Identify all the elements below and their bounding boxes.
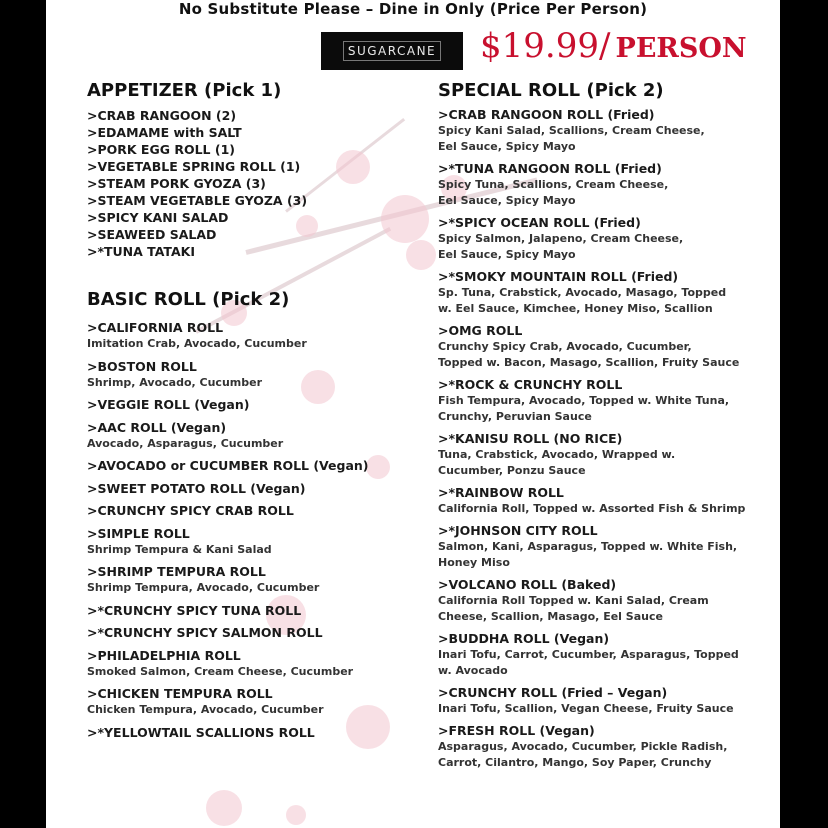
special-roll-item (438, 268, 745, 317)
item-description: Crunchy, Peruvian Sauce (438, 410, 592, 423)
item-name: >SIMPLE ROLL (87, 525, 190, 541)
basic-roll-section (87, 289, 369, 746)
item-name: >CHICKEN TEMPURA ROLL (87, 686, 273, 701)
item-description: California Roll, Topped w. Assorted Fish & Shrimp (438, 502, 746, 515)
special-roll-item (438, 160, 745, 209)
special-roll-item (438, 430, 745, 479)
item-description: Shrimp Tempura, Avocado, Cucumber (87, 581, 320, 594)
item-description: Inari Tofu, Carrot, Cucumber, Asparagus, Topped (438, 648, 739, 661)
appetizer-item: >SEAWEED SALAD (87, 227, 217, 242)
special-roll-item (438, 322, 745, 371)
basic-roll-item (87, 724, 369, 741)
item-name: >SWEET POTATO ROLL (Vegan) (87, 480, 306, 496)
item-description: Salmon, Kani, Asparagus, Topped w. White Fish, (438, 540, 738, 553)
item-name: >*ROCK & CRUNCHY ROLL (438, 377, 623, 392)
item-description: Carrot, Cilantro, Mango, Soy Paper, Crunchy (438, 756, 712, 769)
item-description: Cucumber, Ponzu Sauce (438, 464, 586, 477)
item-name: >PHILADELPHIA ROLL (87, 647, 241, 663)
appetizer-item: >STEAM VEGETABLE GYOZA (3) (87, 193, 308, 208)
appetizer-section (87, 80, 307, 260)
basic-roll-item (87, 480, 369, 497)
logo-text: SUGARCANE (343, 41, 441, 61)
item-description: Crunchy Spicy Crab, Avocado, Cucumber, (438, 340, 692, 353)
basic-roll-list (87, 319, 369, 741)
item-name: >*RAINBOW ROLL (438, 485, 564, 500)
item-name: >BOSTON ROLL (87, 358, 197, 374)
item-description: Topped w. Bacon, Masago, Scallion, Fruity Sauce (438, 356, 740, 369)
basic-roll-item (87, 624, 369, 641)
item-description: Smoked Salmon, Cream Cheese, Cucumber (87, 664, 354, 678)
item-name: >*CRUNCHY SPICY SALMON ROLL (87, 625, 323, 640)
item-name: >AVOCADO or CUCUMBER ROLL (Vegan) (87, 458, 369, 473)
item-name: >AAC ROLL (Vegan) (87, 419, 227, 435)
basic-roll-item (87, 647, 369, 680)
appetizer-item: >VEGETABLE SPRING ROLL (1) (87, 159, 301, 174)
item-description: Shrimp Tempura & Kani Salad (87, 542, 272, 556)
item-name: >SHRIMP TEMPURA ROLL (87, 564, 266, 579)
item-description: California Roll Topped w. Kani Salad, Cream (438, 594, 709, 607)
item-description: Asparagus, Avocado, Cucumber, Pickle Radish, (438, 740, 728, 753)
item-name: >VOLCANO ROLL (Baked) (438, 577, 617, 592)
basic-roll-item (87, 685, 369, 718)
item-name: >VEGGIE ROLL (Vegan) (87, 397, 250, 412)
price-amount: $19.99/ (480, 26, 611, 66)
item-description: Cheese, Scallion, Masago, Eel Sauce (438, 610, 663, 623)
special-roll-list (438, 106, 745, 771)
special-roll-item (438, 722, 745, 771)
appetizer-list (87, 107, 307, 260)
item-description: Eel Sauce, Spicy Mayo (438, 248, 576, 261)
item-description: Honey Miso (438, 556, 510, 569)
basic-roll-item (87, 319, 369, 352)
item-name: >*TUNA RANGOON ROLL (Fried) (438, 161, 662, 176)
item-description: Spicy Tuna, Scallions, Cream Cheese, (438, 178, 669, 191)
item-name: >CRAB RANGOON ROLL (Fried) (438, 107, 655, 122)
appetizer-item: >STEAM PORK GYOZA (3) (87, 176, 266, 191)
item-name: >*SPICY OCEAN ROLL (Fried) (438, 215, 641, 230)
special-roll-item (438, 630, 745, 679)
menu-page (46, 0, 780, 828)
price-unit: PERSON (615, 33, 747, 64)
special-roll-item (438, 214, 745, 263)
basic-roll-item (87, 602, 369, 619)
item-name: >*SMOKY MOUNTAIN ROLL (Fried) (438, 269, 679, 284)
item-description: Avocado, Asparagus, Cucumber (87, 436, 284, 450)
item-name: >BUDDHA ROLL (Vegan) (438, 631, 610, 646)
item-name: >*CRUNCHY SPICY TUNA ROLL (87, 602, 302, 618)
basic-roll-item (87, 419, 369, 452)
item-description: Tuna, Crabstick, Avocado, Wrapped w. (438, 448, 676, 461)
restaurant-logo (321, 32, 463, 70)
item-description: w. Eel Sauce, Kimchee, Honey Miso, Scallion (438, 302, 713, 315)
special-roll-item (438, 376, 745, 425)
item-description: Shrimp, Avocado, Cucumber (87, 375, 263, 389)
item-name: >*KANISU ROLL (NO RICE) (438, 431, 623, 446)
special-roll-item (438, 484, 745, 517)
special-roll-item (438, 684, 745, 717)
section-title-appetizer: APPETIZER (Pick 1) (87, 80, 282, 101)
item-description: Fish Tempura, Avocado, Topped w. White Tuna, (438, 394, 730, 407)
item-name: >CRUNCHY SPICY CRAB ROLL (87, 503, 294, 518)
basic-roll-item (87, 457, 369, 474)
appetizer-item: >*TUNA TATAKI (87, 244, 196, 259)
appetizer-item: >CRAB RANGOON (2) (87, 108, 237, 123)
item-name: >*JOHNSON CITY ROLL (438, 523, 598, 538)
item-description: Spicy Salmon, Jalapeno, Cream Cheese, (438, 232, 684, 245)
item-description: Spicy Kani Salad, Scallions, Cream Cheese, (438, 124, 705, 137)
basic-roll-item (87, 396, 369, 413)
special-roll-item (438, 106, 745, 155)
item-description: Eel Sauce, Spicy Mayo (438, 140, 576, 153)
item-name: >FRESH ROLL (Vegan) (438, 723, 595, 738)
section-title-special-roll: SPECIAL ROLL (Pick 2) (438, 80, 664, 101)
special-roll-item (438, 576, 745, 625)
basic-roll-item (87, 502, 369, 519)
item-description: Eel Sauce, Spicy Mayo (438, 194, 576, 207)
appetizer-item: >SPICY KANI SALAD (87, 210, 229, 225)
special-roll-item (438, 522, 745, 571)
item-name: >CRUNCHY ROLL (Fried – Vegan) (438, 685, 668, 700)
basic-roll-item (87, 563, 369, 596)
item-description: w. Avocado (438, 664, 508, 677)
item-description: Chicken Tempura, Avocado, Cucumber (87, 703, 324, 716)
appetizer-item: >EDAMAME with SALT (87, 125, 242, 140)
menu-subtitle: No Substitute Please – Dine in Only (Price Per Person) (178, 0, 648, 18)
item-name: >*YELLOWTAIL SCALLIONS ROLL (87, 724, 315, 740)
section-title-basic-roll: BASIC ROLL (Pick 2) (87, 289, 290, 310)
item-description: Inari Tofu, Scallion, Vegan Cheese, Fruity Sauce (438, 702, 734, 715)
item-description: Sp. Tuna, Crabstick, Avocado, Masago, Topped (438, 286, 727, 299)
appetizer-item: >PORK EGG ROLL (1) (87, 142, 235, 157)
item-name: >CALIFORNIA ROLL (87, 320, 224, 335)
special-roll-section (438, 80, 745, 776)
item-description: Imitation Crab, Avocado, Cucumber (87, 337, 307, 350)
price-per-person (480, 26, 747, 66)
basic-roll-item (87, 525, 369, 558)
basic-roll-item (87, 358, 369, 391)
item-name: >OMG ROLL (438, 323, 523, 338)
